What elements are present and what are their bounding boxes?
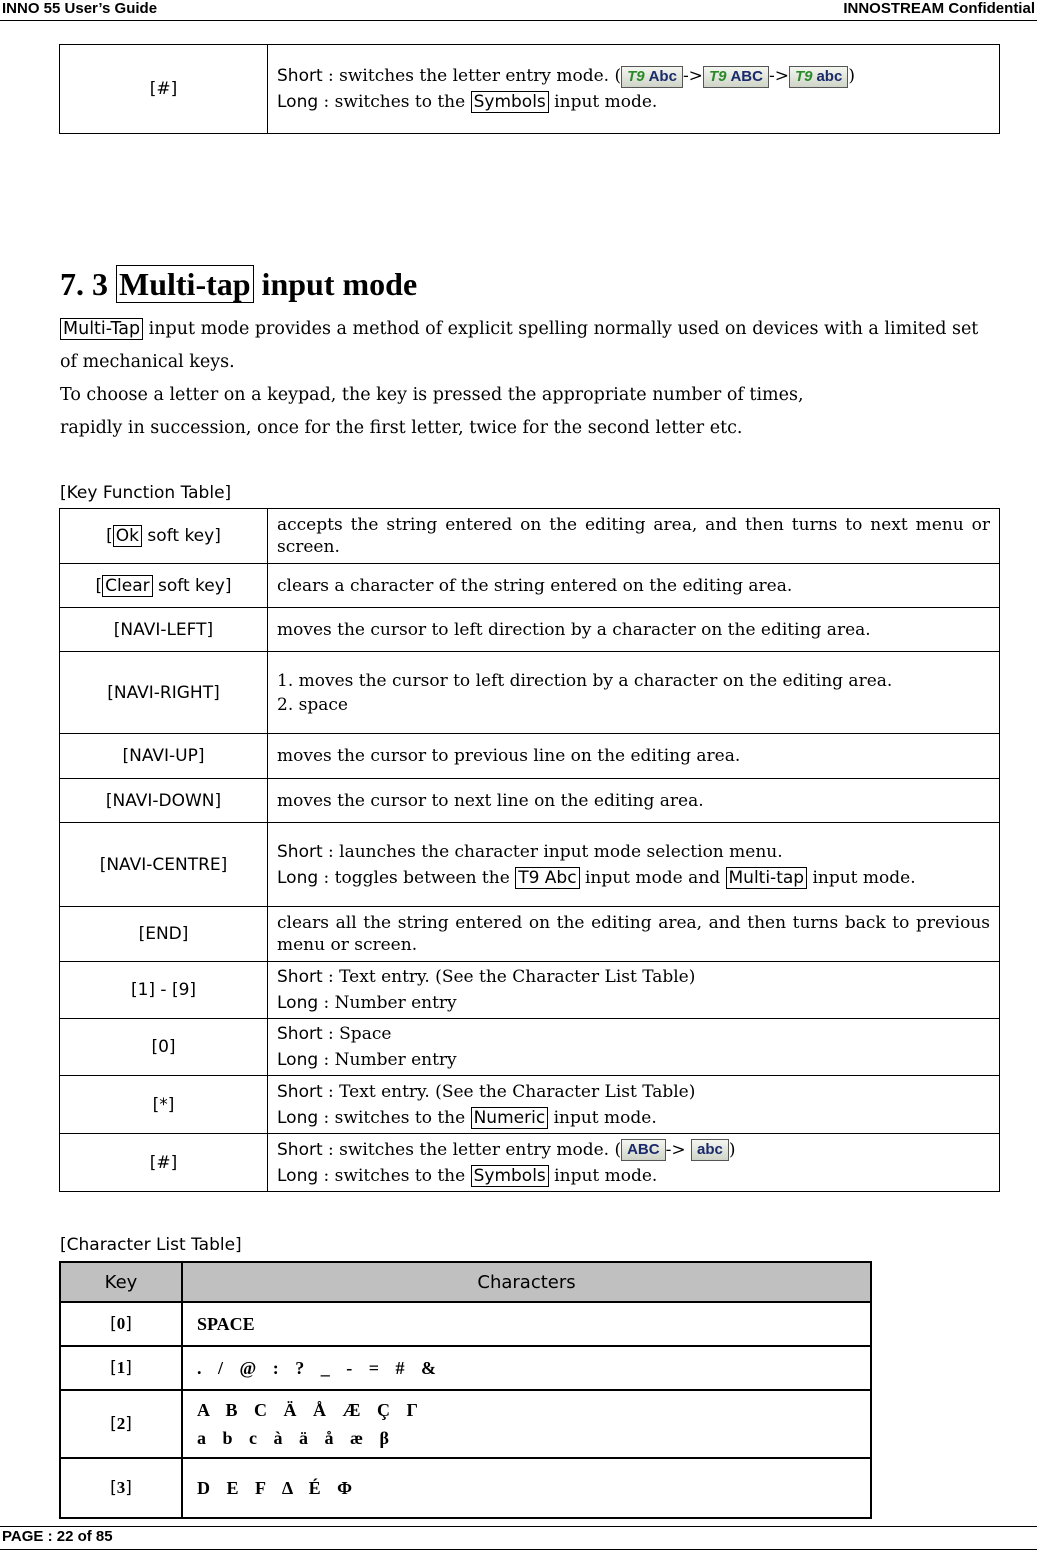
table-row: [3] D E F Δ É Φ [60, 1458, 871, 1518]
table-row: [2] A B C Ä Å Æ Ç Γ a b c à ä å æ β [60, 1390, 871, 1458]
header-confidential: INNOSTREAM Confidential [843, 0, 1035, 17]
section-heading: 7. 3 Multi-tap input mode [60, 266, 418, 302]
char-list-caption: [Character List Table] [60, 1235, 242, 1255]
top-key-table [59, 44, 1000, 134]
mode-icon-t9-upper: T9 ABC [703, 66, 769, 88]
col-key: Key [60, 1262, 182, 1302]
mode-icon-t9-abc: T9 Abc [621, 66, 683, 88]
key-cell: [#] [60, 45, 268, 134]
mode-icon-upper: ABC [621, 1139, 666, 1161]
col-characters: Characters [182, 1262, 871, 1302]
page-footer [0, 1526, 1037, 1550]
mode-icon-t9-lower: T9 abc [789, 66, 848, 88]
char-list-table [59, 1261, 872, 1519]
mode-icon-lower: abc [691, 1139, 729, 1161]
page-number: PAGE : 22 of 85 [2, 1528, 113, 1545]
key-function-caption: [Key Function Table] [60, 483, 232, 503]
desc-cell: Short : switches the letter entry mode. ( T9 Abc -> T9 ABC -> T9 abc ) Long : switches to the Symbols input mode. [268, 45, 1000, 134]
header-title: INNO 55 User’s Guide [2, 0, 158, 17]
key-function-table: [ Ok soft key] accepts the string entered on the editing area, and then turns to next menu or screen. [ Clear soft key] clears a character of the string entered on the editing area. [NAVI-LEFT] moves the cursor to left direction by a character on the editing area. [NAVI-RIGHT] 1. moves the cursor to left direction by a character on the editing area. 2. space [NAVI-UP] moves the cursor to previous line on the editing area. [NAVI-DOWN] moves the cursor to next line on the editing area. [NAVI-CENTRE] Short : launches the character input mode selection menu. Long : toggles between the T9 Abc input mode and Multi-tap input mode. [END] clears all the string entered on the editing area, and then turns back to previous menu or screen. [1] - [9] Short : Text entry. (See the Character List Table) Long : Number entry [0] Short : Space Long : Number entry [*] Short : Text entry. (See the Character List Table) Long : switches to the Numeric input mode. [#] Short : switches the letter entry mode. ( ABC -> abc ) Long : switches to the Symbols input mode. [59, 508, 1000, 1192]
section-intro: Multi-Tap input mode provides a method of explicit spelling normally used on devices with a limited set of mechanical keys. To choose a letter on a keypad, the key is pressed the appropriate number of times, rapidly in succession, once for the first letter, twice for the second letter etc. [60, 319, 979, 438]
table-row: [0] SPACE [60, 1302, 871, 1346]
page-header [0, 0, 1037, 21]
table-row: [1] . / @ : ? _ - = # & [60, 1346, 871, 1390]
